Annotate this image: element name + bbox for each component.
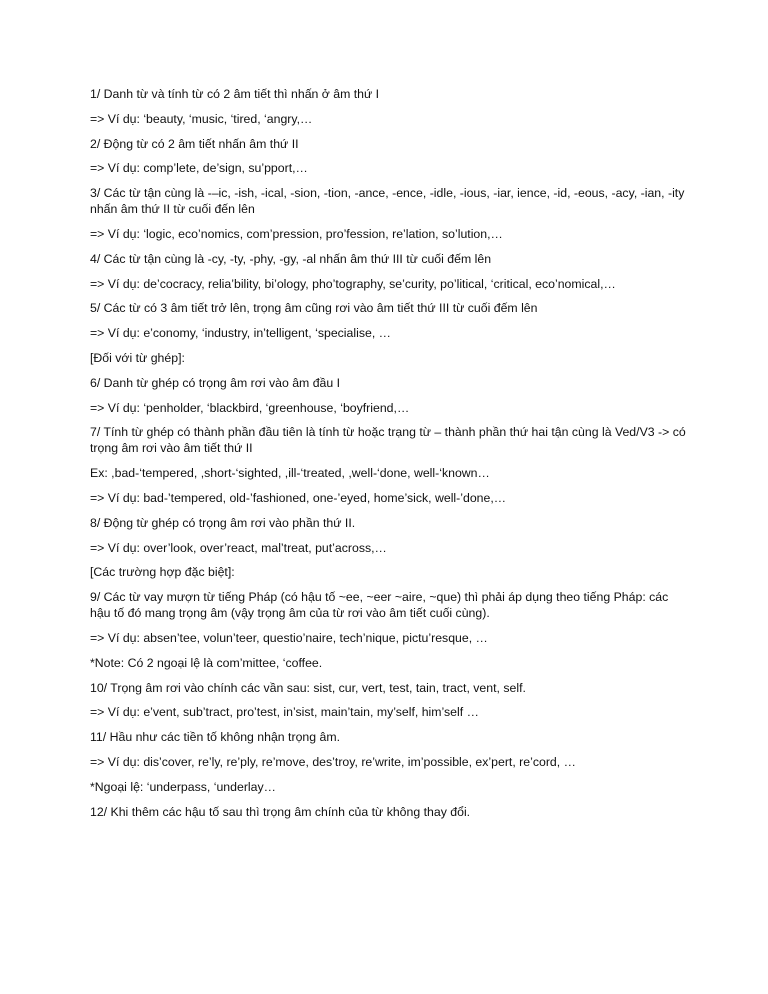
rule-9-heading: 9/ Các từ vay mượn từ tiếng Pháp (có hậu tố ~ee, ~eer ~aire, ~que) thì phải áp dụng theo tiếng Pháp: các hậu tố đó mang trọng âm (vậy trọng âm của từ rơi vào âm tiết cuối cùng). — [90, 590, 669, 621]
rule-12-heading: 12/ Khi thêm các hậu tố sau thì trọng âm chính của từ không thay đổi. — [90, 804, 471, 819]
special-section-heading: [Các trường hợp đặc biệt]: — [90, 565, 235, 580]
rule-7-ex-line: Ex: ,bad-‘tempered, ,short-‘sighted, ,ill-‘treated, ,well-‘done, well-‘known… — [90, 466, 490, 481]
rule-6-heading: 6/ Danh từ ghép có trọng âm rơi vào âm đầu I — [90, 375, 341, 390]
rule-9-note: *Note: Có 2 ngoại lệ là com’mittee, ‘coffee. — [90, 655, 323, 670]
rule-10-example: => Ví dụ: e’vent, sub’tract, pro’test, in’sist, main’tain, my’self, him’self … — [90, 705, 479, 720]
rule-2-example: => Ví dụ: comp’lete, de’sign, su’pport,… — [90, 161, 308, 176]
rule-7-example: => Ví dụ: bad-’tempered, old-’fashioned, one-’eyed, home’sick, well-’done,… — [90, 490, 507, 505]
rule-3-heading: 3/ Các từ tận cùng là -–ic, -ish, -ical, -sion, -tion, -ance, -ence, -idle, -ious, -iar, ience, -id, -eous, -acy, -ian, -ity nhấn âm thứ II từ cuối đến lên — [90, 186, 685, 217]
rule-9-example: => Ví dụ: absen’tee, volun’teer, questio’naire, tech’nique, pictu’resque, … — [90, 630, 488, 645]
document-body — [90, 86, 690, 828]
rule-5-example: => Ví dụ: e’conomy, ‘industry, in’telligent, ‘specialise, … — [90, 326, 391, 341]
rule-7-heading: 7/ Tính từ ghép có thành phần đầu tiên là tính từ hoặc trạng từ – thành phần thứ hai tận cùng là Ved/V3 -> có trọng âm rơi vào âm tiết thứ II — [90, 425, 686, 456]
rule-5-heading: 5/ Các từ có 3 âm tiết trở lên, trọng âm cũng rơi vào âm tiết thứ III từ cuối đếm lên — [90, 301, 538, 316]
rule-2-heading: 2/ Động từ có 2 âm tiết nhấn âm thứ II — [90, 136, 299, 151]
rule-4-heading: 4/ Các từ tận cùng là -cy, -ty, -phy, -gy, -al nhấn âm thứ III từ cuối đếm lên — [90, 251, 492, 266]
rule-11-exception: *Ngoại lệ: ‘underpass, ‘underlay… — [90, 779, 276, 794]
rule-1-heading: 1/ Danh từ và tính từ có 2 âm tiết thì nhấn ở âm thứ I — [90, 87, 380, 101]
compound-section-heading: [Đối với từ ghép]: — [90, 350, 185, 365]
rule-8-example: => Ví dụ: over’look, over’react, mal’treat, put’across,… — [90, 540, 387, 555]
rule-4-example: => Ví dụ: de’cocracy, relia’bility, bi’ology, pho’tography, se’curity, po’litical, ‘critical, eco’nomical,… — [90, 276, 616, 291]
rule-1-example: => Ví dụ: ‘beauty, ‘music, ‘tired, ‘angry,… — [90, 111, 313, 126]
rule-11-example: => Ví dụ: dis’cover, re’ly, re’ply, re’move, des’troy, re’write, im’possible, ex’pert, re’cord, … — [90, 754, 576, 769]
rule-10-heading: 10/ Trọng âm rơi vào chính các vần sau: sist, cur, vert, test, tain, tract, vent, self. — [90, 680, 526, 695]
rule-8-heading: 8/ Động từ ghép có trọng âm rơi vào phần thứ II. — [90, 515, 356, 530]
rule-3-example: => Ví dụ: ‘logic, eco’nomics, com’pression, pro’fession, re’lation, so’lution,… — [90, 226, 503, 241]
rule-6-example: => Ví dụ: ‘penholder, ‘blackbird, ‘greenhouse, ‘boyfriend,… — [90, 400, 410, 415]
rule-11-heading: 11/ Hầu như các tiền tố không nhận trọng âm. — [90, 730, 341, 745]
